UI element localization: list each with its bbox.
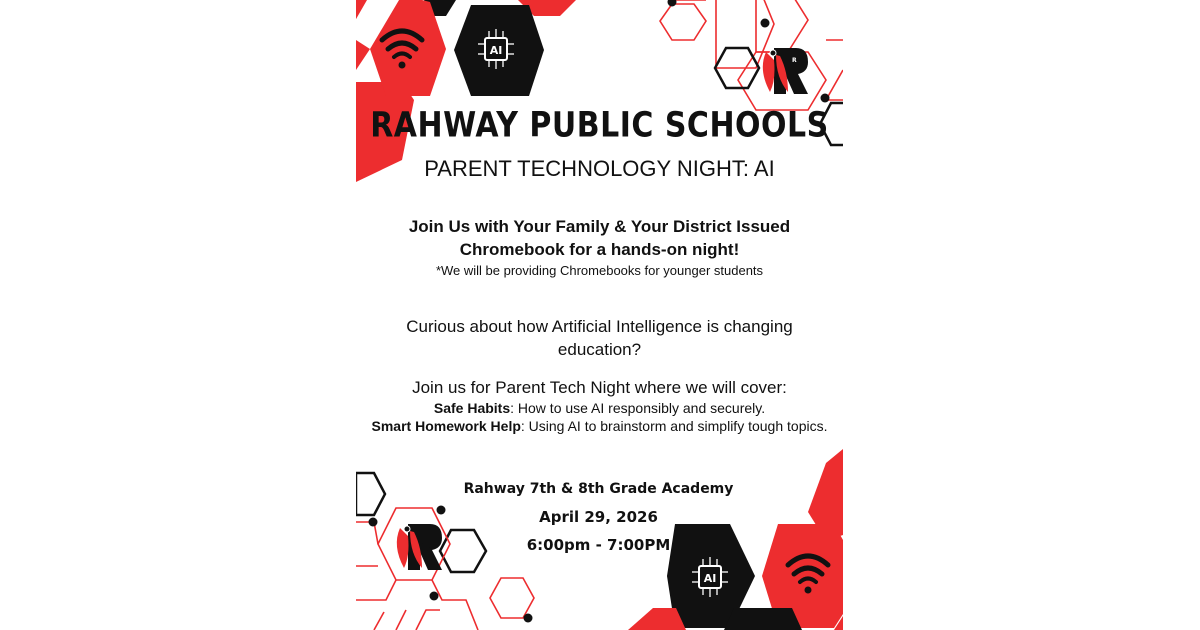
topic-text: : How to use AI responsibly and securely. (510, 400, 766, 416)
join-heading-line-1: Join Us with Your Family & Your District Issued (408, 217, 791, 236)
event-venue: Rahway 7th & 8th Grade Academy (463, 481, 734, 497)
event-title: PARENT TECHNOLOGY NIGHT: AI (424, 156, 775, 181)
black-outline-hexagon (356, 473, 385, 515)
school-name: RAHWAY PUBLIC SCHOOLS (370, 105, 829, 146)
red-outline-hexagon (490, 578, 534, 618)
topic-item (356, 418, 843, 434)
flyer-poster (356, 0, 843, 630)
topic-title: Safe Habits (433, 400, 511, 416)
event-date: April 29, 2026 (539, 508, 658, 526)
event-time: 6:00pm - 7:00PM (526, 536, 671, 554)
topic-item (356, 400, 843, 416)
red-outline-hexagon (660, 4, 706, 40)
join-heading-line-2: Chromebook for a hands-on night! (459, 240, 740, 259)
black-hexagon (724, 608, 802, 630)
curious-paragraph: Curious about how Artificial Intelligence is changing education? (406, 317, 793, 359)
topic-title: Smart Homework Help (371, 418, 521, 434)
svg-text:R: R (792, 57, 797, 64)
svg-text:AI: AI (703, 572, 717, 585)
red-hexagon (628, 608, 686, 630)
svg-text:AI: AI (489, 44, 503, 57)
topic-text: : Using AI to brainstorm and simplify tough topics. (520, 418, 828, 434)
rahway-logo (763, 48, 808, 94)
cover-intro: Join us for Parent Tech Night where we will cover: (412, 378, 787, 397)
rahway-logo (397, 524, 442, 570)
chromebook-note: *We will be providing Chromebooks for younger students (435, 263, 764, 278)
